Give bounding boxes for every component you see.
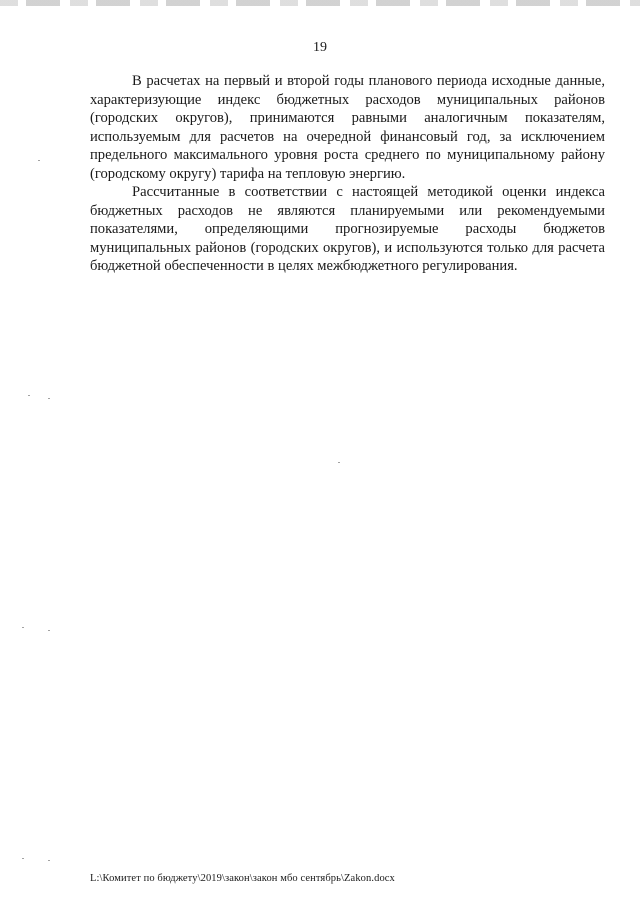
scan-speck	[22, 627, 24, 628]
scan-speck	[22, 858, 24, 859]
footer-file-path: L:\Комитет по бюджету\2019\закон\закон мбо сентябрь\Zakon.docx	[90, 873, 395, 884]
scan-speck	[48, 630, 50, 631]
scan-speck	[48, 860, 50, 861]
paragraph-1: В расчетах на первый и второй годы планового периода исходные данные, характеризующие индекс бюджетных расходов муниципальных районов (городских округов), принимаются равными аналогичным показателям, используемым для расчетов на очередной финансовый год, за исключением предельного максимального уровня роста среднего по муниципальному району (городскому округу) тарифа на тепловую энергию.	[90, 73, 605, 182]
scan-speck	[338, 462, 340, 463]
scan-top-edge	[0, 0, 640, 6]
paragraph-2: Рассчитанные в соответствии с настоящей методикой оценки индекса бюджетных расходов не являются планируемыми или рекомендуемыми показателями, определяющими прогнозируемые расходы бюджетов муниципальных районов (городских округов), и используются только для расчета бюджетной обеспеченности в целях межбюджетного регулирования.	[90, 184, 605, 274]
scan-speck	[38, 160, 40, 161]
scan-speck	[48, 398, 50, 399]
body-text	[90, 72, 605, 276]
page-number: 19	[313, 40, 327, 55]
scan-speck	[28, 395, 30, 396]
